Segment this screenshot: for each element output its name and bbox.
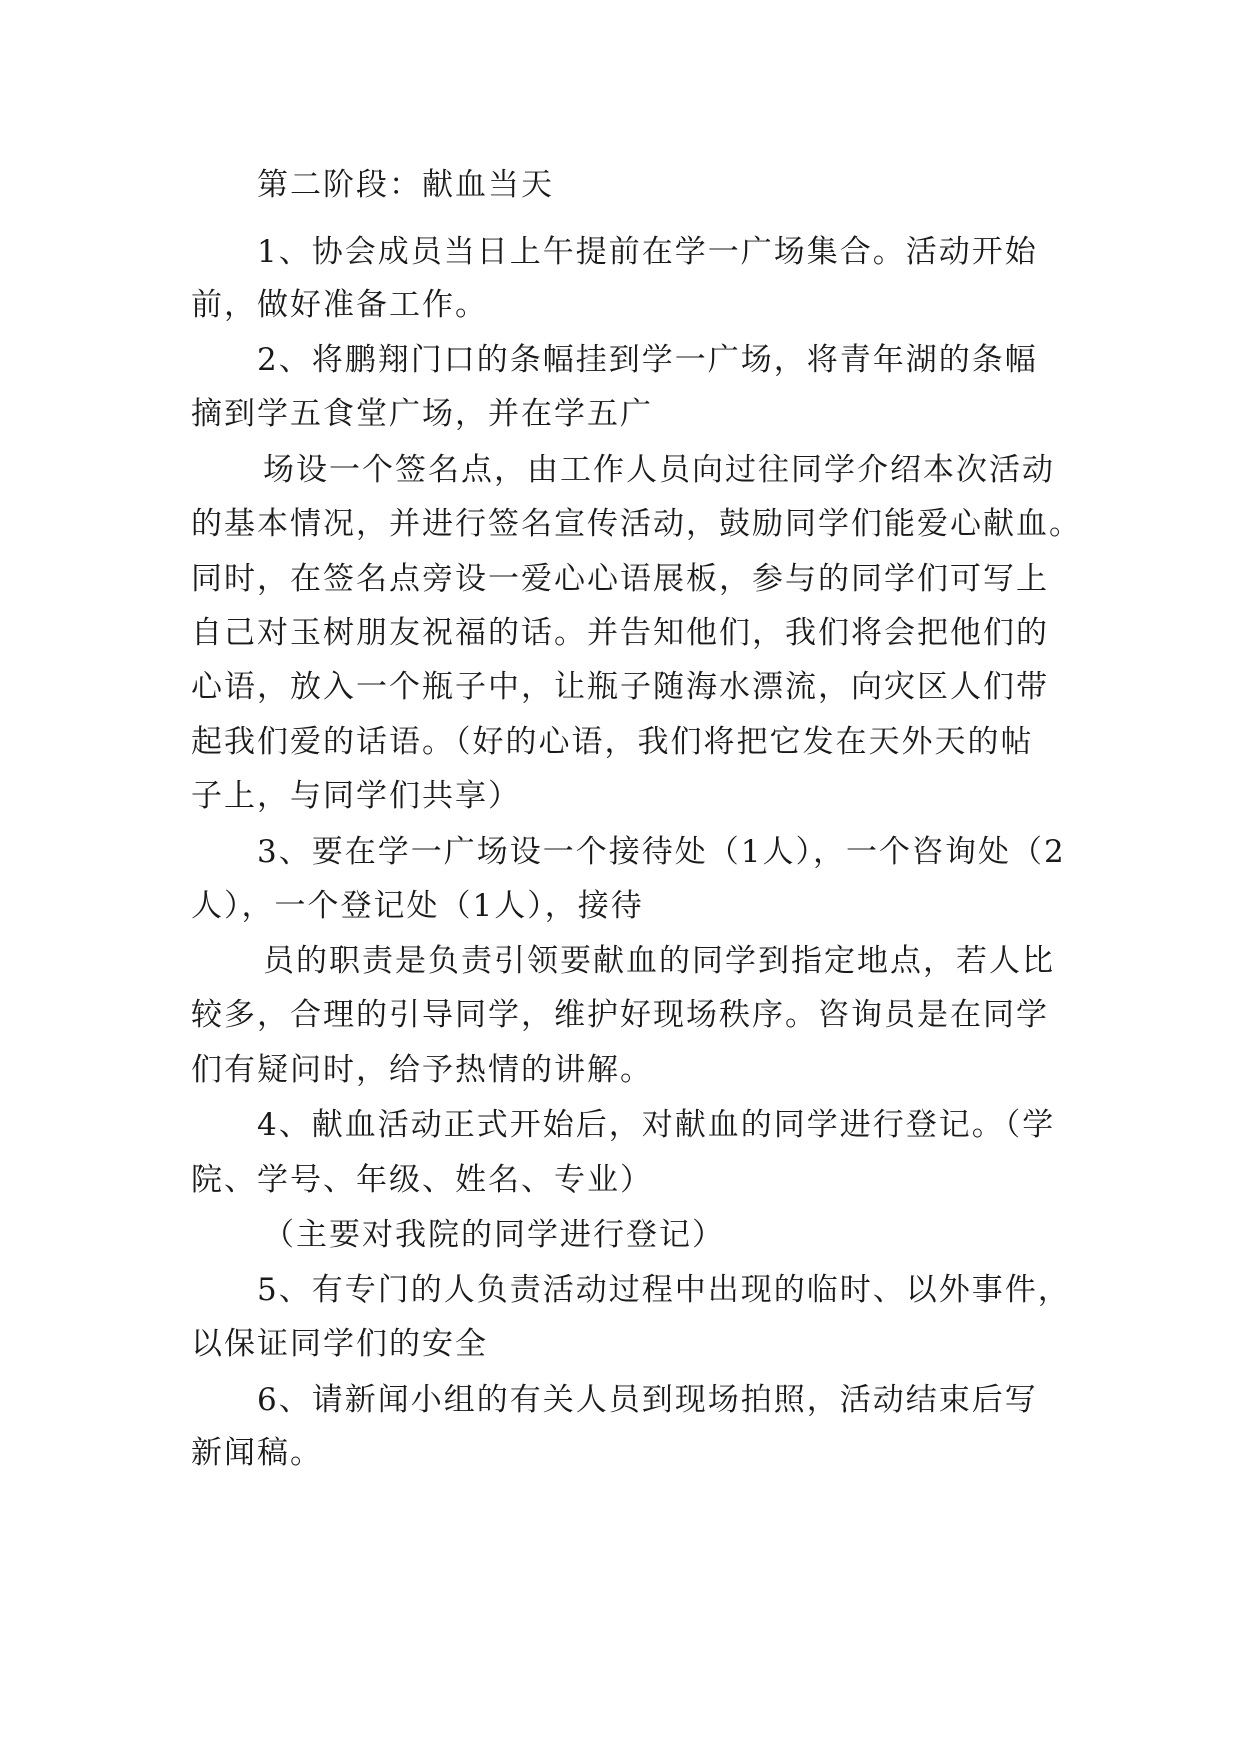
- paragraph-line: 的基本情况，并进行签名宣传活动，鼓励同学们能爱心献血。: [191, 506, 1082, 542]
- paragraph-line: 3、要在学一广场设一个接待处（1人），一个咨询处（2: [257, 834, 1066, 870]
- paragraph-line: 前，做好准备工作。: [191, 287, 488, 323]
- paragraph-line: 以保证同学们的安全: [191, 1326, 488, 1362]
- paragraph-line: 院、学号、年级、姓名、专业）: [191, 1162, 653, 1198]
- paragraph-line: 场设一个签名点，由工作人员向过往同学介绍本次活动: [263, 452, 1055, 488]
- paragraph-line: 4、献血活动正式开始后，对献血的同学进行登记。（学: [257, 1107, 1056, 1143]
- paragraph-line: 新闻稿。: [191, 1435, 323, 1471]
- paragraph-line: 心语，放入一个瓶子中，让瓶子随海水漂流，向灾区人们带: [191, 669, 1049, 705]
- paragraph-line: 1、协会成员当日上午提前在学一广场集合。活动开始: [257, 234, 1038, 270]
- paragraph-line: 起我们爱的话语。（好的心语，我们将把它发在天外天的帖: [191, 724, 1034, 760]
- paragraph-line: 2、将鹏翔门口的条幅挂到学一广场，将青年湖的条幅: [257, 342, 1038, 378]
- paragraph-line: 人），一个登记处（1人），接待: [191, 888, 644, 924]
- paragraph-line: 自己对玉树朋友祝福的话。并告知他们，我们将会把他们的: [191, 615, 1049, 651]
- paragraph-line: 摘到学五食堂广场，并在学五广: [191, 396, 653, 432]
- paragraph-line: 同时，在签名点旁设一爱心心语展板，参与的同学们可写上: [191, 561, 1049, 597]
- paragraph-line: 们有疑问时，给予热情的讲解。: [191, 1052, 653, 1088]
- paragraph-line: 子上，与同学们共享）: [191, 778, 521, 814]
- paragraph-line: 6、请新闻小组的有关人员到现场拍照，活动结束后写: [257, 1382, 1038, 1418]
- paragraph-line: （主要对我院的同学进行登记）: [263, 1217, 725, 1253]
- paragraph-line: 较多，合理的引导同学，维护好现场秩序。咨询员是在同学: [191, 997, 1049, 1033]
- paragraph-line: 员的职责是负责引领要献血的同学到指定地点，若人比: [263, 943, 1055, 979]
- paragraph-line: 5、有专门的人负责活动过程中出现的临时、以外事件，: [257, 1272, 1071, 1308]
- stage-heading: 第二阶段：献血当天: [257, 167, 554, 203]
